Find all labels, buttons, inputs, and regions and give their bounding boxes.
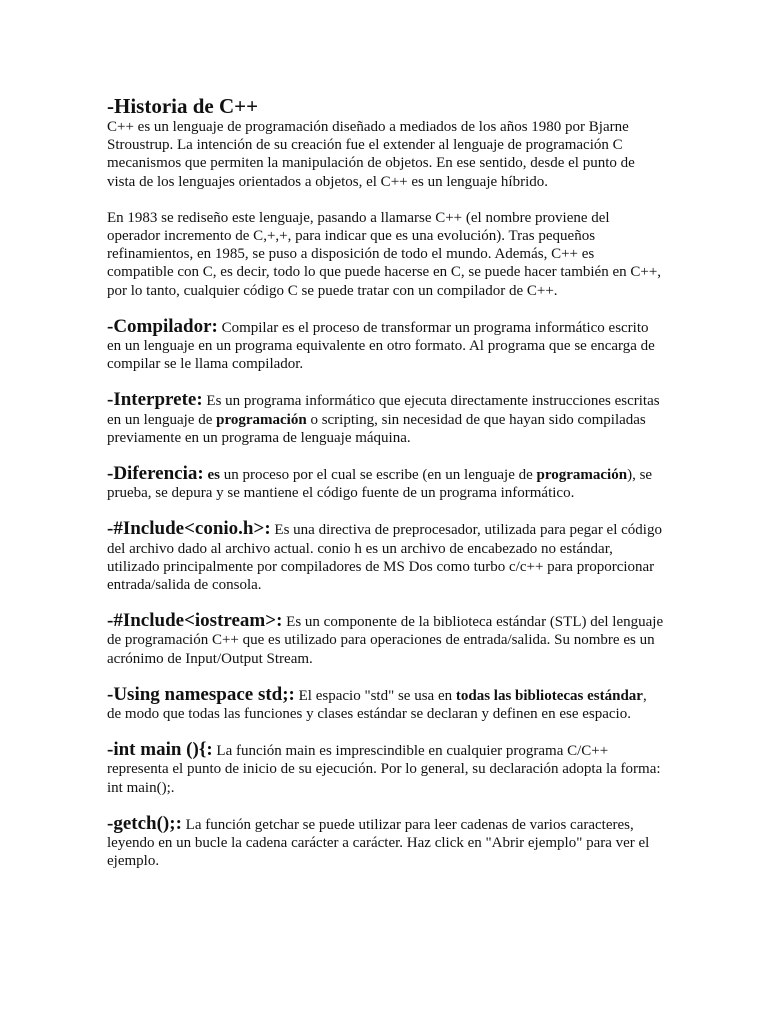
section-title: -#Include<iostream>:	[107, 610, 283, 632]
intro-paragraph-1: C++ es un lenguaje de programación diseñado a mediados de los años 1980 por Bjarne Stroustrup. La intención de su creación fue el extender al lenguaje de programación C mecanismos que permiten la manipulación de objetos. En ese sentido, desde el punto de vista de los lenguajes orientados a objetos, el C++ es un lenguaje híbrido.	[107, 119, 635, 190]
section-diferencia	[107, 465, 664, 502]
section-text: o scripting, sin necesidad de que hayan sido compiladas previamente en un programa de lenguaje máquina.	[107, 411, 646, 446]
section-text: Es un componente de la biblioteca estándar (STL) del lenguaje de programación C++ que es utilizado para operaciones de entrada/salida. Su nombre es un acrónimo de Input/Output Stream.	[107, 614, 664, 667]
section-int-main	[107, 741, 664, 797]
section-title: -getch();:	[107, 812, 182, 834]
section-include-conio	[107, 520, 664, 594]
section-title: -Diferencia:	[107, 463, 204, 485]
bold-term: todas las bibliotecas estándar	[455, 687, 643, 704]
section-text: La función main es imprescindible en cualquier programa C/C++ representa el punto de inicio de su ejecución. Por lo general, su declaración adopta la forma: int main();.	[107, 743, 661, 796]
section-interprete	[107, 391, 664, 447]
section-title: -Compilador:	[107, 315, 218, 337]
section-using-namespace	[107, 683, 664, 723]
intro-paragraph-2: En 1983 se rediseño este lenguaje, pasando a llamarse C++ (el nombre proviene del operador incremento de C,+,+, para indicar que es una evolución). Tras pequeños refinamientos, en 1985, se puso a disposición de todo el mundo. Además, C++ es compatible con C, es decir, todo lo que puede hacerse en C, se puede hacer también en C++, por lo tanto, cualquier código C se puede tratar con un compilador de C++.	[107, 209, 662, 299]
section-title: -Using namespace std;:	[107, 683, 295, 705]
section-text: Compilar es el proceso de transformar un programa informático escrito en un lenguaje en un programa equivalente en otro formato. Al programa que se encarga de compilar se le llama compilador.	[107, 319, 655, 373]
section-text: Es un programa informático que ejecuta directamente instrucciones escritas en un lenguaje de	[107, 393, 660, 428]
page-title: -Historia de C++	[107, 94, 259, 118]
section-title: -int main (){:	[107, 739, 213, 761]
bold-term: programación	[536, 467, 628, 484]
bold-term: es	[207, 467, 220, 484]
section-getch	[107, 812, 664, 871]
section-text: Es una directiva de preprocesador, utilizada para pegar el código del archivo dado al archivo actual. conio h es un archivo de encabezado no estándar, utilizado principalmente por compiladores de MS Dos como turbo c/c++ para proporcionar entrada/salida de consola.	[107, 522, 662, 594]
section-text: ), se prueba, se depura y se mantiene el código fuente de un programa informático.	[107, 467, 653, 502]
section-include-iostream	[107, 612, 664, 668]
section-title: -Interprete:	[107, 389, 203, 411]
section-compilador	[107, 315, 664, 374]
section-text: La función getchar se puede utilizar para leer cadenas de varios caracteres, leyendo en un bucle la cadena carácter a carácter. Haz click en "Abrir ejemplo" para ver el ejemplo.	[107, 816, 650, 870]
section-text: , de modo que todas las funciones y clases estándar se declaran y definen en ese espacio.	[107, 687, 647, 723]
section-text: El espacio "std" se usa en	[294, 687, 456, 704]
bold-term: programación	[216, 411, 307, 428]
section-title: -#Include<conio.h>:	[107, 518, 271, 540]
section-text: un proceso por el cual se escribe (en un lenguaje de	[219, 467, 537, 484]
